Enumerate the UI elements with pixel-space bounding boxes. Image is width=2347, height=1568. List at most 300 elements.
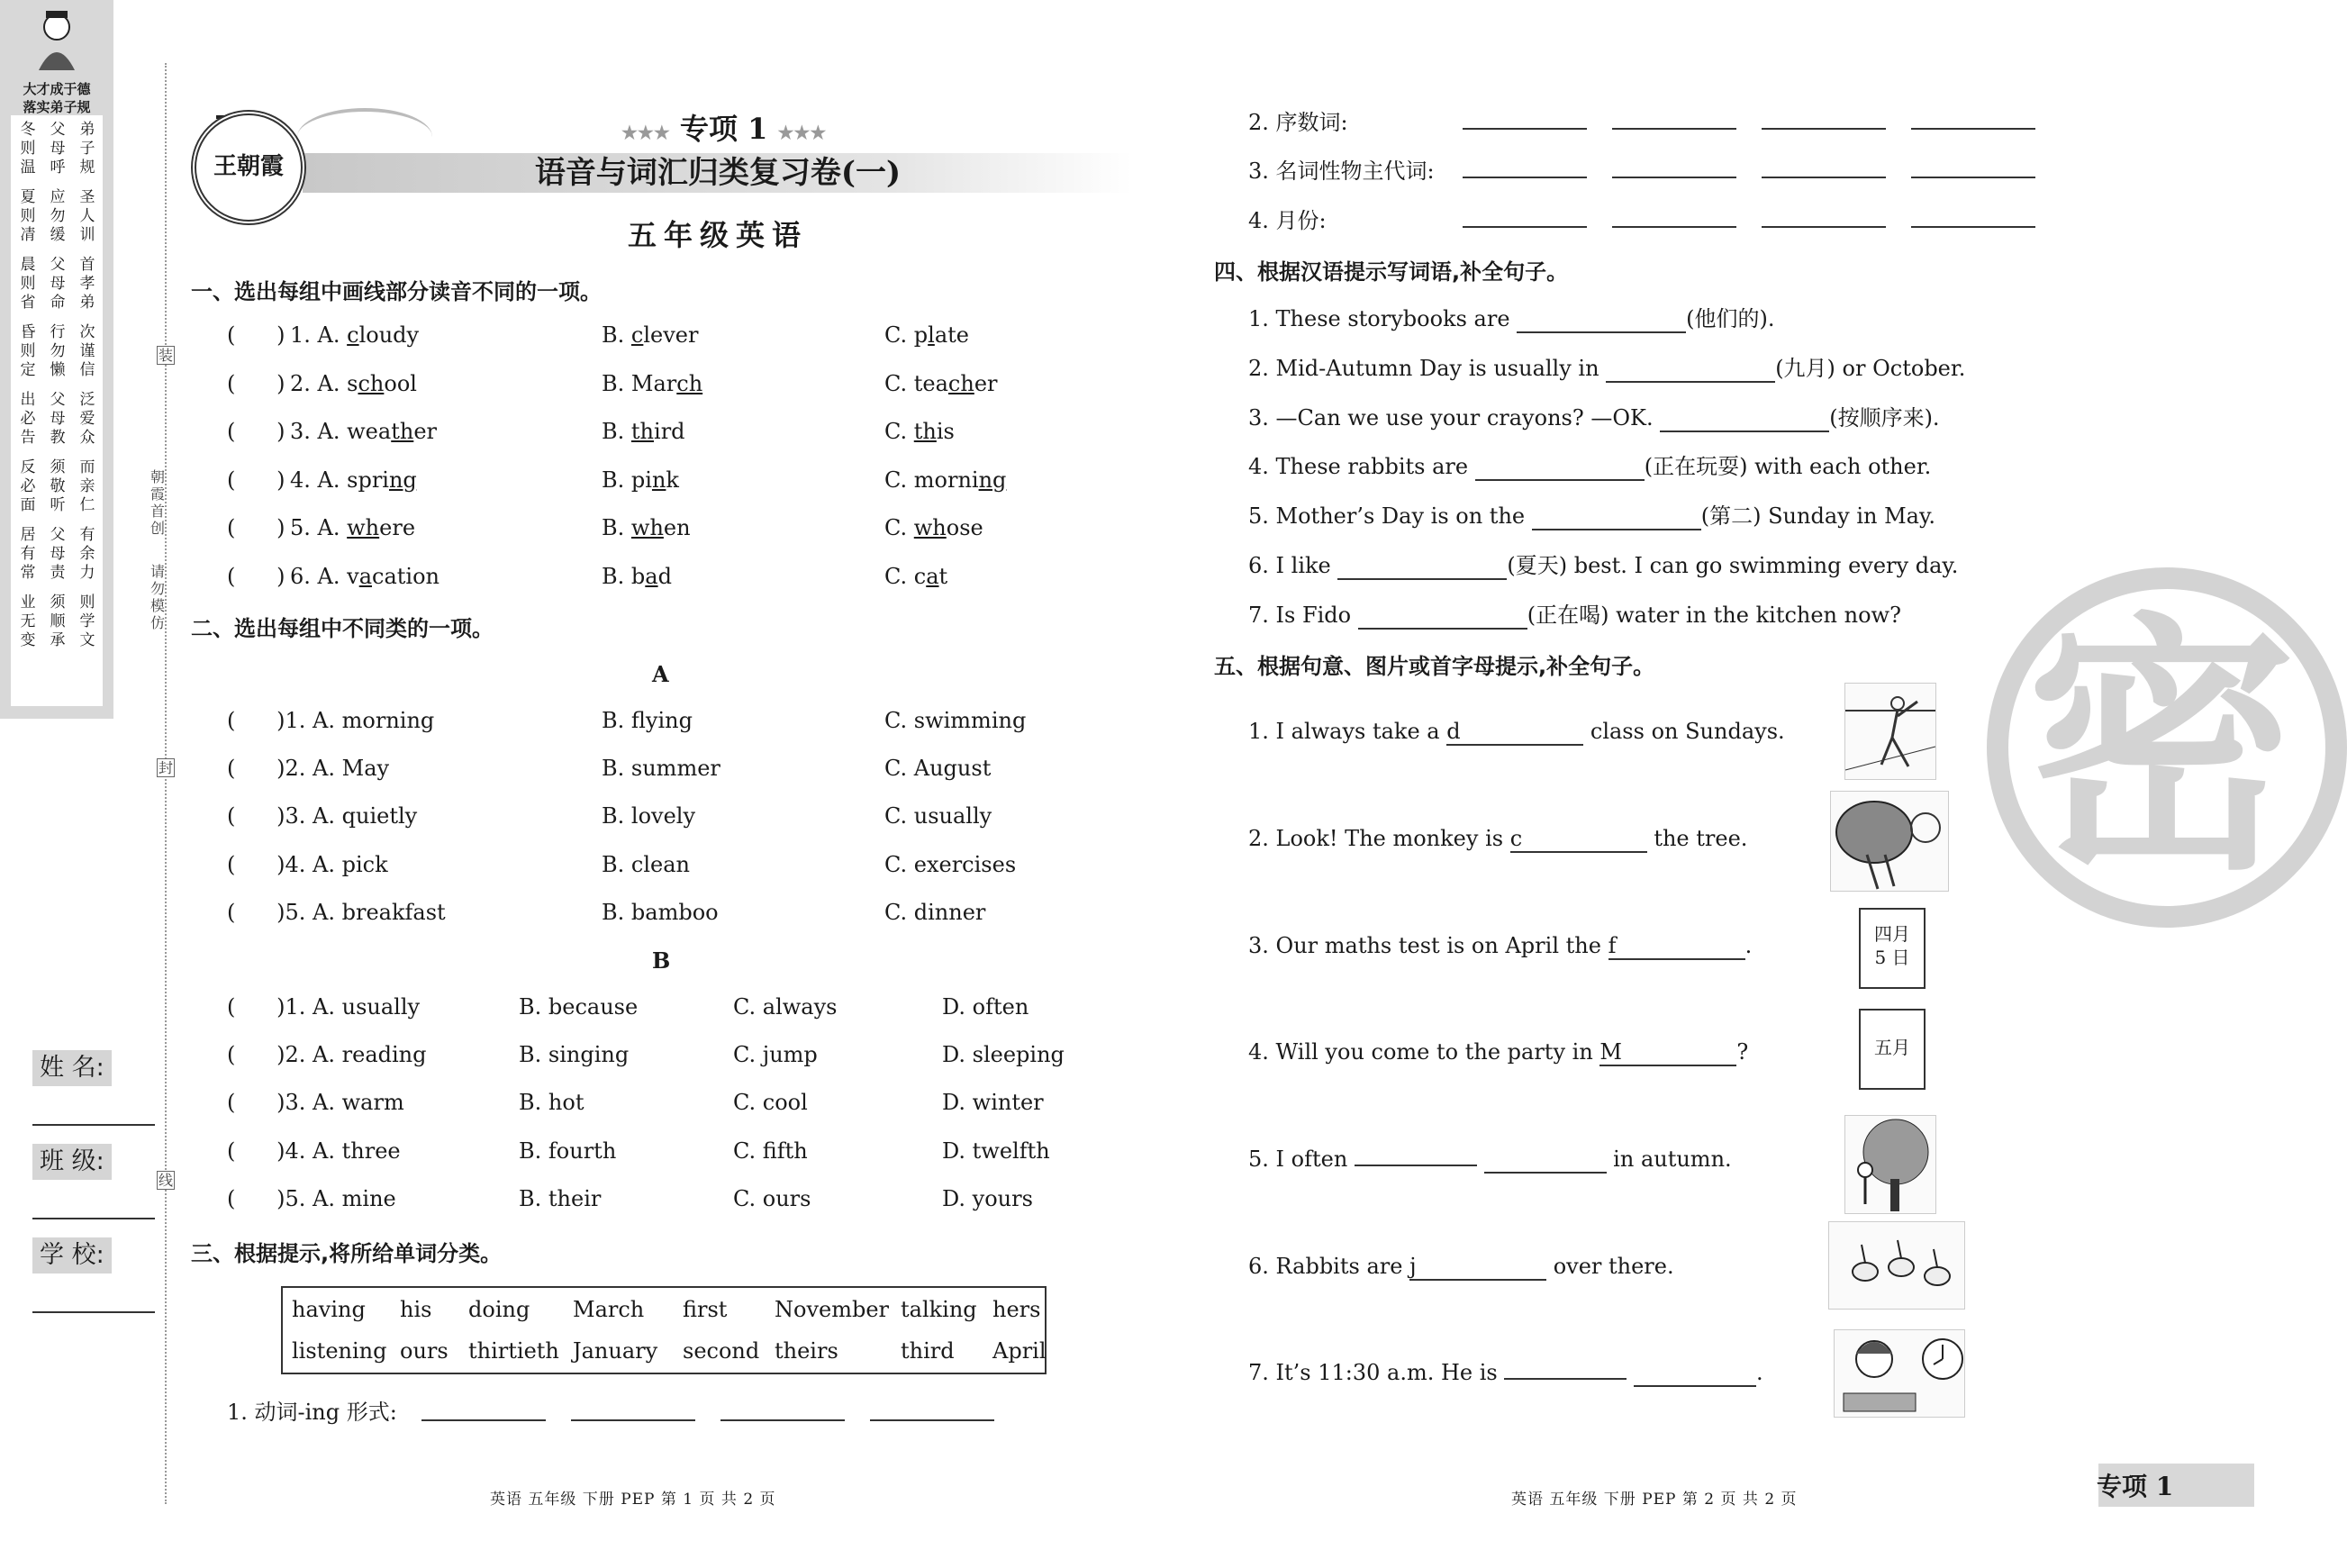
option-c-text: is [936, 419, 955, 444]
option-d: D. sleeping [942, 1042, 1065, 1068]
answer-blank[interactable] [1504, 1378, 1627, 1380]
school-label: 学 校: [32, 1237, 112, 1273]
option-b: B. bad [602, 563, 672, 589]
option-c: C. whose [884, 515, 983, 540]
answer-blank[interactable] [421, 1419, 546, 1421]
motto-char: 行 [50, 323, 66, 341]
option-b-text: clean [630, 851, 690, 877]
option-b-text: pi [630, 467, 652, 493]
answer-blank[interactable] [1762, 226, 1886, 228]
motto-char: 温 [20, 159, 36, 177]
option-c-text: always [762, 994, 838, 1020]
word-box-word: having [292, 1297, 366, 1322]
option-b: B. when [602, 515, 691, 540]
motto-char: 凊 [20, 226, 36, 244]
star-icon: ★★★ [777, 122, 827, 143]
answer-paren[interactable]: ( ) [227, 708, 285, 733]
option-b-text: fourth [548, 1137, 617, 1164]
answer-blank[interactable] [571, 1419, 695, 1421]
answer-paren[interactable]: ( ) [227, 1137, 285, 1164]
answer-blank[interactable] [1355, 1165, 1477, 1166]
sidebar-motto-panel [0, 0, 113, 719]
confidential-stamp-char: 密 [2026, 588, 2297, 906]
fill-sentence [1248, 449, 1931, 481]
option-a-underline: ch [358, 370, 385, 396]
option-c-text: c [913, 563, 927, 589]
motto-char: 首 [79, 256, 95, 274]
motto-group [18, 121, 97, 177]
sentence-text: 7. Is Fido [1248, 602, 1358, 628]
answer-blank[interactable] [1612, 177, 1736, 178]
page-subtitle: 五年级英语 [627, 218, 808, 252]
motto-char: 业 [20, 594, 36, 612]
motto-column [18, 526, 38, 583]
calendar-april-icon [1859, 908, 1926, 989]
cut-mark-2: 封 [158, 759, 173, 776]
question-row: ( ) 2. A. school [227, 370, 417, 396]
answer-blank[interactable] [1358, 603, 1527, 630]
option-b: B. hot [519, 1090, 584, 1116]
answer-paren[interactable]: ( ) [227, 515, 285, 540]
option-b-text: singing [548, 1042, 630, 1068]
sentence-text: Sunday in May. [1761, 503, 1935, 530]
chinese-hint: (正在喝) [1527, 602, 1609, 628]
question-number: 3 [290, 419, 304, 444]
motto-char: 训 [79, 226, 95, 244]
sentence-text: 4. These rabbits are [1248, 454, 1475, 480]
option-c: C. cat [884, 563, 948, 589]
word-box-word: thirtieth [468, 1338, 559, 1364]
option-a: pick [341, 851, 388, 877]
fill-sentence [1248, 826, 1747, 853]
category-2-label: 2. 序数词: [1248, 110, 1348, 135]
answer-paren[interactable]: ( ) [227, 803, 285, 829]
option-c-text: exercises [913, 851, 1017, 877]
motto-column [77, 391, 97, 448]
word-box-word: listening [292, 1338, 387, 1364]
answer-blank[interactable] [1337, 553, 1507, 580]
motto-column [77, 256, 97, 313]
option-d-text: often [972, 994, 1029, 1020]
motto-char: 出 [20, 391, 36, 409]
motto-column [18, 188, 38, 245]
first-letter-hint: d [1446, 719, 1461, 744]
option-c-text: ate [934, 322, 969, 348]
option-a-text: ool [384, 370, 417, 396]
option-c: C. fifth [733, 1137, 808, 1164]
option-b: B. clean [602, 851, 690, 877]
motto-char: 学 [79, 612, 95, 630]
motto-char: 母 [50, 275, 66, 293]
option-d: D. yours [942, 1185, 1033, 1211]
word-box-word: talking [901, 1297, 977, 1322]
option-b-text: d [657, 563, 672, 589]
option-c-text: ose [946, 515, 983, 540]
option-b: B. March [602, 370, 703, 396]
motto-char: 仁 [79, 496, 95, 514]
question-row: ( ) 3. A. weather [227, 419, 437, 444]
motto-char: 变 [20, 631, 36, 649]
category-1-label: 1. 动词-ing 形式: [227, 1400, 397, 1425]
question-row: ( )5. A. breakfast [227, 899, 446, 925]
class-field[interactable] [32, 1218, 155, 1219]
option-c-text: p [913, 322, 929, 348]
question-row: ( )2. A. reading [227, 1042, 427, 1068]
option-c-underline: l [928, 322, 935, 348]
question-number: 2 [285, 756, 299, 782]
option-a: quietly [341, 803, 418, 829]
word-box-word: theirs [775, 1338, 838, 1364]
option-a: morning [341, 708, 435, 733]
first-letter-hint: f [1608, 933, 1617, 958]
motto-group [18, 391, 97, 448]
sentence-text: 1. I always take a [1248, 719, 1447, 744]
question-number: 5 [285, 1185, 299, 1211]
sentence-text: in autumn. [1606, 1147, 1732, 1172]
calendar-may-icon [1859, 1009, 1926, 1090]
motto-char: 亲 [79, 477, 95, 495]
star-icon: ★★★ [621, 122, 670, 143]
motto-char: 人 [79, 207, 95, 225]
question-row: ( ) 4. A. spring [227, 467, 417, 493]
motto-column [48, 188, 68, 245]
category-3-label: 3. 名词性物主代词: [1248, 159, 1435, 184]
category-4-label: 4. 月份: [1248, 208, 1327, 233]
option-b-text: their [548, 1185, 602, 1211]
option-b-text: because [548, 994, 639, 1020]
option-c-underline: a [926, 563, 939, 589]
section2-title: 二、选出每组中不同类的一项。 [191, 616, 494, 641]
section2-part-a: A [652, 661, 669, 687]
sentence-text: 2. Mid-Autumn Day is usually in [1248, 355, 1607, 381]
motto-column [18, 458, 38, 515]
option-a-text: s [347, 370, 358, 396]
motto-char: 顺 [50, 612, 66, 630]
calendar-april-day: 5 日 [1874, 947, 1910, 968]
sentence-text: 3. —Can we use your crayons? —OK. [1248, 404, 1661, 431]
option-b-text: bamboo [630, 899, 719, 925]
school-field[interactable] [32, 1311, 155, 1313]
sentence-text: 4. Will you come to the party in [1248, 1039, 1600, 1065]
motto-char: 敬 [50, 477, 66, 495]
motto-char: 必 [20, 410, 36, 428]
answer-blank[interactable] [1463, 128, 1587, 130]
option-c-text: er [974, 370, 998, 396]
option-a: three [341, 1137, 401, 1164]
option-c-text: tea [913, 370, 948, 396]
option-a: reading [341, 1042, 427, 1068]
answer-blank[interactable] [1599, 1039, 1736, 1066]
question-row: ( ) 5. A. where [227, 515, 416, 540]
answer-blank[interactable] [1475, 454, 1645, 481]
question-row: ( )3. A. quietly [227, 803, 418, 829]
option-b-underline: ch [676, 370, 703, 396]
motto-char: 应 [50, 188, 66, 206]
answer-paren[interactable]: ( ) [227, 1090, 285, 1116]
option-c-underline: ch [947, 370, 974, 396]
option-d-text: twelfth [972, 1137, 1050, 1164]
motto-char: 晨 [20, 256, 36, 274]
option-b-underline: c [630, 322, 644, 348]
option-c-underline: th [913, 419, 937, 444]
option-a-text: ere [379, 515, 416, 540]
answer-blank[interactable] [1608, 933, 1745, 960]
answer-blank[interactable] [1409, 1254, 1546, 1281]
option-c: C. ours [733, 1185, 811, 1211]
section1-title: 一、选出每组中画线部分读音不同的一项。 [191, 279, 602, 304]
motto-char: 责 [50, 564, 66, 582]
name-label: 姓 名: [32, 1050, 112, 1086]
motto-column [18, 121, 38, 177]
chinese-hint: (九月) [1775, 355, 1835, 381]
answer-paren[interactable]: ( ) [227, 1042, 285, 1068]
option-d-text: sleeping [972, 1042, 1065, 1068]
motto-char: 则 [79, 594, 95, 612]
option-c: C. usually [884, 803, 992, 829]
option-d-text: yours [972, 1185, 1033, 1211]
option-a-text: cation [372, 563, 439, 589]
option-b: B. summer [602, 756, 720, 782]
option-c-text: ours [762, 1185, 811, 1211]
option-d-text: winter [972, 1090, 1044, 1116]
word-box-word: third [901, 1338, 955, 1364]
word-box-word: January [573, 1338, 658, 1364]
sentence-text: 6. Rabbits are [1248, 1254, 1410, 1279]
monkey-tree-picture [1830, 791, 1949, 892]
fill-sentence [1248, 400, 1940, 432]
motto-char: 子 [79, 140, 95, 158]
answer-paren[interactable]: ( ) [227, 322, 285, 348]
question-row: ( )3. A. warm [227, 1090, 404, 1116]
fill-sentence [1248, 548, 1958, 580]
motto-char: 呼 [50, 159, 66, 177]
motto-char: 有 [20, 545, 36, 563]
motto-group [18, 323, 97, 380]
answer-blank[interactable] [1484, 1147, 1607, 1174]
sentence-text: 3. Our maths test is on April the [1248, 933, 1608, 958]
option-a-text: v [347, 563, 359, 589]
motto-group [18, 594, 97, 650]
option-c: C. teacher [884, 370, 998, 396]
brand-logo-text: 王朝霞 [213, 153, 284, 180]
calendar-may-month: 五月 [1874, 1037, 1910, 1058]
option-c: C. dinner [884, 899, 986, 925]
word-box-word: ours [400, 1338, 449, 1364]
motto-char: 教 [50, 429, 66, 447]
motto-char: 孝 [79, 275, 95, 293]
option-b: B. flying [602, 708, 693, 733]
motto-char: 须 [50, 594, 66, 612]
answer-blank[interactable] [1762, 128, 1886, 130]
fill-sentence [1248, 1039, 1748, 1066]
motto-column [48, 391, 68, 448]
option-a: mine [341, 1185, 396, 1211]
option-a-underline: wh [347, 515, 380, 540]
question-row: ( )4. A. three [227, 1137, 401, 1164]
sentence-text: best. I can go swimming every day. [1567, 553, 1959, 578]
answer-blank[interactable] [1510, 826, 1647, 853]
motto-group [18, 458, 97, 515]
option-c-text: usually [913, 803, 992, 829]
footer-page-2: 英语 五年级 下册 PEP 第 2 页 共 2 页 [1511, 1491, 1798, 1509]
answer-paren[interactable]: ( ) [227, 419, 285, 444]
question-number: 3 [285, 1090, 299, 1116]
option-b: B. singing [519, 1042, 630, 1068]
motto-group [18, 256, 97, 313]
sentence-text: 6. I like [1248, 553, 1338, 578]
motto-column [18, 594, 38, 650]
answer-paren[interactable]: ( ) [227, 851, 285, 877]
option-b-underline: n [651, 467, 666, 493]
special-label: 专项 1 [679, 112, 768, 146]
answer-blank[interactable] [720, 1419, 845, 1421]
option-c: C. swimming [884, 708, 1027, 733]
option-b-text: Mar [630, 370, 677, 396]
motto-column [48, 526, 68, 583]
word-box [281, 1286, 1047, 1374]
motto-column [48, 256, 68, 313]
answer-blank[interactable] [1606, 356, 1775, 383]
motto-char: 冬 [20, 121, 36, 139]
motto-char: 昏 [20, 323, 36, 341]
answer-blank[interactable] [1660, 405, 1829, 432]
sentence-text: 5. Mother’s Day is on the [1248, 503, 1532, 530]
option-c: C. this [884, 419, 955, 444]
question-row: ( )5. A. mine [227, 1185, 396, 1211]
answer-blank[interactable] [1911, 128, 2035, 130]
option-a-underline: a [358, 563, 373, 589]
option-b: B. their [519, 1185, 602, 1211]
motto-column [18, 256, 38, 313]
sentence-text: ? [1736, 1039, 1749, 1065]
sentence-text: class on Sundays. [1583, 719, 1785, 744]
question-row: ( ) 6. A. vacation [227, 563, 439, 589]
fill-sentence [1248, 1254, 1674, 1281]
answer-paren[interactable]: ( ) [227, 994, 285, 1020]
first-letter-hint: M [1599, 1039, 1622, 1065]
option-b-text: hot [548, 1090, 584, 1116]
section5-title: 五、根据句意、图片或首字母提示,补全句子。 [1214, 654, 1655, 679]
motto-char: 圣 [79, 188, 95, 206]
motto-char: 爱 [79, 410, 95, 428]
motto-char: 承 [50, 631, 66, 649]
word-box-word: November [775, 1297, 890, 1322]
option-c: C. exercises [884, 851, 1017, 877]
option-b-underline: wh [630, 515, 664, 540]
corner-label: 专项 1 [2097, 1472, 2174, 1501]
option-b: B. lovely [602, 803, 696, 829]
option-a: breakfast [341, 899, 446, 925]
answer-paren[interactable]: ( ) [227, 563, 285, 589]
option-b-text: ird [654, 419, 685, 444]
answer-blank[interactable] [1612, 128, 1736, 130]
motto-char: 无 [20, 612, 36, 630]
question-number: 2 [290, 370, 304, 396]
fill-sentence [1248, 498, 1935, 530]
sentence-text: 5. I often [1248, 1147, 1355, 1172]
answer-paren[interactable]: ( ) [227, 370, 285, 396]
motto-char: 力 [79, 564, 95, 582]
cut-line [165, 63, 167, 1504]
answer-blank[interactable] [1911, 177, 2035, 178]
motto-verse [11, 115, 103, 706]
word-box-word: his [400, 1297, 432, 1322]
chinese-hint: (第二) [1700, 503, 1762, 530]
motto-line-1: 大才成于德 [23, 81, 91, 97]
name-field[interactable] [32, 1124, 155, 1126]
fill-sentence [1248, 1147, 1732, 1174]
option-a-underline: th [391, 419, 414, 444]
answer-paren[interactable]: ( ) [227, 756, 285, 782]
motto-char: 则 [20, 342, 36, 360]
motto-column [77, 594, 97, 650]
sentence-text: 7. It’s 11:30 a.m. He is [1248, 1360, 1505, 1385]
motto-column [18, 323, 38, 380]
answer-paren[interactable]: ( ) [227, 899, 285, 925]
motto-char: 省 [20, 294, 36, 312]
option-b-text: flying [630, 708, 693, 733]
sentence-text: . [1744, 933, 1753, 958]
motto-char: 次 [79, 323, 95, 341]
motto-char: 则 [20, 275, 36, 293]
motto-char: 有 [79, 526, 95, 544]
answer-paren[interactable]: ( ) [227, 1185, 285, 1211]
word-box-word: first [683, 1297, 728, 1322]
motto-char: 常 [20, 564, 36, 582]
option-a: warm [341, 1090, 404, 1116]
option-b-text: en [663, 515, 691, 540]
sentence-text: 1. These storybooks are [1248, 306, 1518, 331]
answer-blank[interactable] [1463, 177, 1587, 178]
motto-column [77, 121, 97, 177]
question-number: 4 [285, 1137, 299, 1164]
option-a-text: er [413, 419, 437, 444]
answer-blank[interactable] [1517, 306, 1686, 333]
option-a-text: loudy [358, 322, 420, 348]
motto-group [18, 526, 97, 583]
answer-blank[interactable] [1762, 177, 1886, 178]
motto-char: 谨 [79, 342, 95, 360]
motto-column [48, 323, 68, 380]
motto-column [18, 391, 38, 448]
motto-char: 勿 [50, 342, 66, 360]
answer-paren[interactable]: ( ) [227, 467, 285, 493]
motto-char: 父 [50, 391, 66, 409]
chinese-hint: (他们的). [1686, 306, 1775, 331]
answer-blank[interactable] [1612, 226, 1736, 228]
motto-char: 须 [50, 458, 66, 476]
motto-column [48, 458, 68, 515]
cut-mark-1: 装 [158, 347, 173, 364]
motto-char: 命 [50, 294, 66, 312]
answer-blank[interactable] [1911, 226, 2035, 228]
special-title [621, 106, 826, 148]
motto-char: 定 [20, 361, 36, 379]
class-label: 班 级: [32, 1144, 112, 1180]
word-box-word: April [992, 1338, 1047, 1364]
answer-blank[interactable] [1634, 1360, 1756, 1387]
option-c-underline: ng [978, 467, 1007, 493]
option-d: D. often [942, 994, 1029, 1020]
question-number: 5 [290, 515, 304, 540]
question-number: 6 [290, 563, 304, 589]
answer-blank[interactable] [1463, 226, 1587, 228]
answer-blank[interactable] [870, 1419, 994, 1421]
motto-char: 众 [79, 429, 95, 447]
answer-blank[interactable] [1532, 503, 1701, 530]
answer-blank[interactable] [1446, 719, 1583, 746]
calendar-april-month: 四月 [1874, 923, 1910, 945]
